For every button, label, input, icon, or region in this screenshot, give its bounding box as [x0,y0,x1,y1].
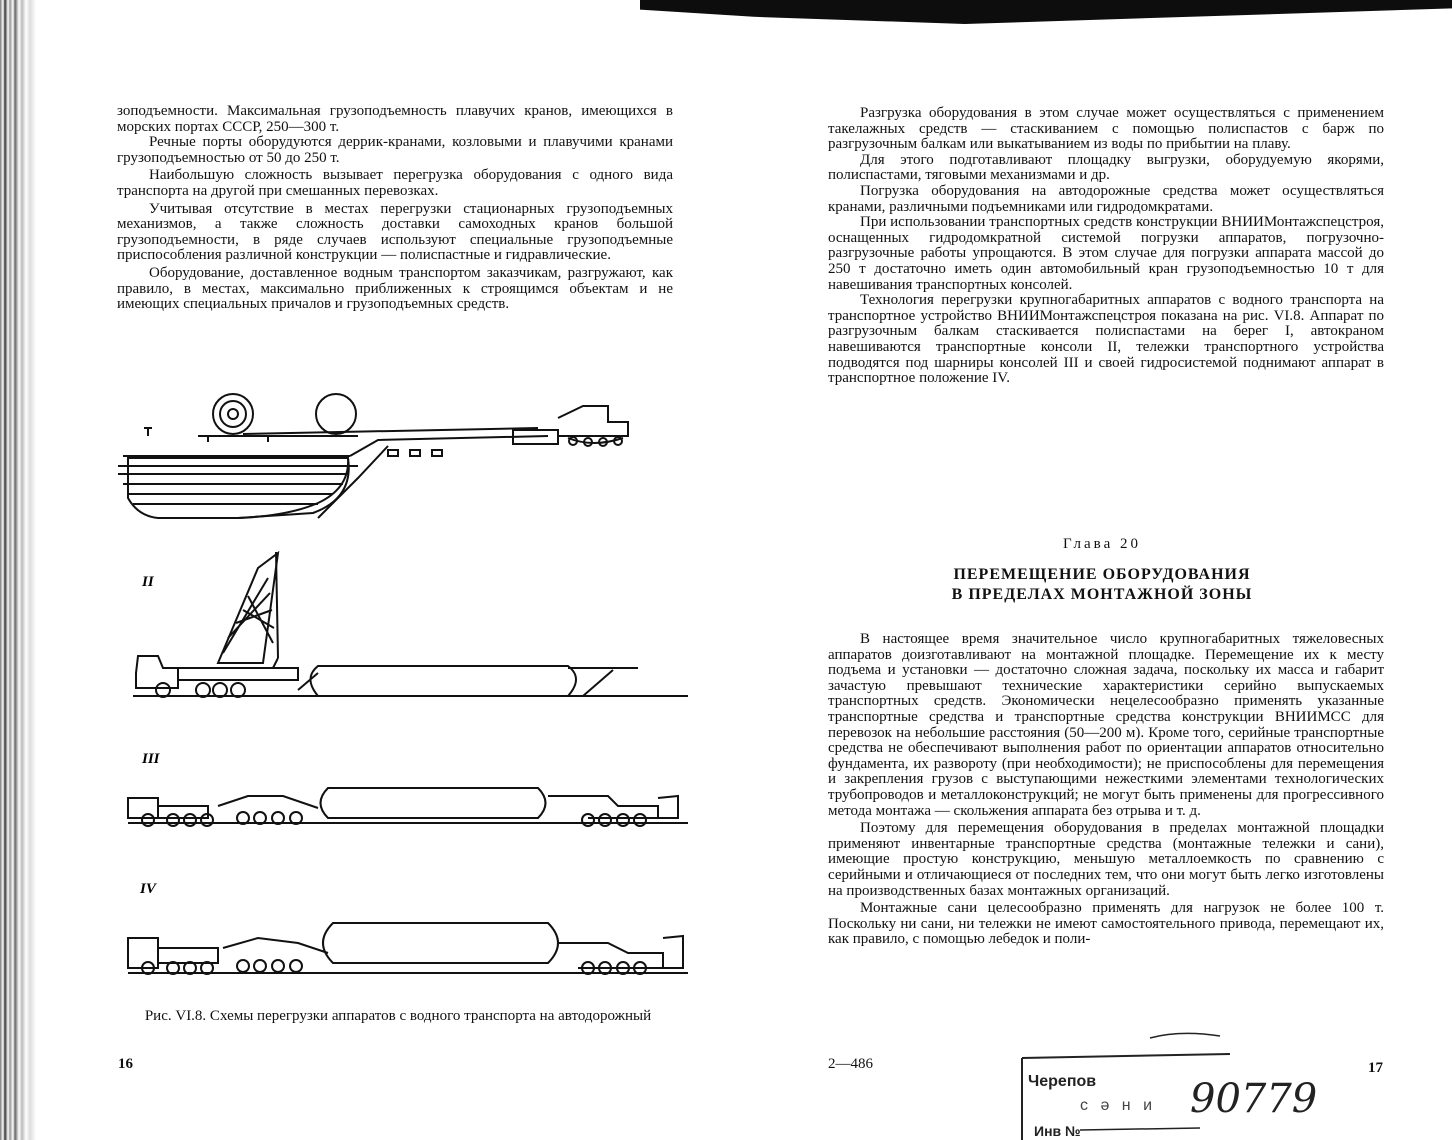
paragraph: Учитывая отсутствие в местах перегрузки стационарных грузоподъемных механизмов, а также сложность доставки самоходных кранов большой грузоподъемности, в ряде случаев используют специальные грузоподъемные приспособления различной конструкции — полиспастные и гидравлические. [117,200,673,264]
chapter-label: Глава 20 [1063,536,1141,552]
label-scheme-3: III [142,751,160,767]
left-page [40,0,730,1140]
scheme-4-transport-position [128,923,688,974]
stamp-line-3: Инв № [1034,1123,1081,1139]
paragraph: Поэтому для перемещения оборудования в пределах монтажной площадки применяют инвентарные транспортные средства (монтажные тележки и сани), имеющие простую конструкцию, меньшую металлоемкость по сравнению с серийными и отличающиеся от последних тем, что они могут быть легко изготовлены на производственных базах монтажных организаций. [828,820,1384,899]
chapter-title-line-2: В ПРЕДЕЛАХ МОНТАЖНОЙ ЗОНЫ [951,586,1253,603]
figure-caption: Рис. VI.8. Схемы перегрузки аппаратов с водного транспорта на автодорожный [144,1008,652,1024]
right-body-text-top [828,106,1384,387]
paragraph: зоподъемности. Максимальная грузоподъемность плавучих кранов, имеющихся в морских портах СССР, 250—300 т. [117,103,673,135]
paragraph: Монтажные сани целесообразно применять для нагрузок не более 100 т. Поскольку ни сани, ни тележки не имеют самостоятельного привода, перемещают их, как правило, с помощью лебедок и поли- [828,900,1384,948]
figure-transfer-schemes [118,378,688,998]
paragraph: Наибольшую сложность вызывает перегрузка оборудования с одного вида транспорта на другой при смешанных перевозках. [117,167,673,199]
chapter-title [832,565,1372,605]
paragraph: Для этого подготавливают площадку выгрузки, оборудуемую якорями, полиспастами, тяговыми механизмами и др. [828,151,1384,184]
paragraph: Технология перегрузки крупногабаритных аппаратов с водного транспорта на транспортное устройство ВНИИМонтажспецстроя показана на рис. VI.8. Аппарат по разгрузочным балкам стаскивается полиспастами на берег I, автокраном навешиваются транспортные консоли II, тележки транспортного устройства подводятся под шарниры консолей III и своей гидросистемой поднимают аппарат в транспортное положение IV. [828,292,1384,387]
right-page [742,0,1452,1140]
stamp-line-2: с ә н и [1080,1097,1157,1114]
stamp-line-1: Черепов [1028,1073,1097,1090]
scheme-2-crane-truck [133,552,688,697]
stamp-handwritten-number: 90779 [1190,1076,1318,1122]
paragraph: Оборудование, доставленное водным транспортом заказчикам, разгружают, как правило, в местах, максимально приближенных к строящимся объектам и не имеющих специальных причалов и грузоподъемных средств. [117,264,673,313]
paragraph: В настоящее время значительное число крупногабаритных тяжеловесных аппаратов доизготавливают на монтажной площадке. Перемещение их к месту подъема и установки — достаточно сложная задача, поскольку их масса и габарит зачастую превышают технические характеристики серийно выпускаемых транспортных средств. Экономически нецелесообразно применять указанные транспортные средства и транспортные средства конструкции ВНИИМСС для перевозок на небольшие расстояния (50—200 м). Кроме того, серийные транспортные средства не обеспечивают выполнения работ по ориентации аппаратов относительно фундамента, их развороту (при необходимости); не приспособлены для перемещения и закрепления грузов с выступающими нежесткими элементами технологических трубопроводов и металлоконструкций; не могут быть применены для прогрессивного метода монтажа — скольжения аппарата без отрыва и т. д. [828,631,1384,819]
paragraph: При использовании транспортных средств конструкции ВНИИМонтажспецстроя, оснащенных гидродомкратной системой погрузки аппаратов, погрузочно-разгрузочные работы упрощаются. В этом случае для погрузки аппарата массой до 250 т достаточно иметь один автомобильный кран грузоподъемностью 10 т для навешивания транспортных консолей. [828,214,1384,293]
label-scheme-4: IV [140,881,156,897]
chapter-title-line-1: ПЕРЕМЕЩЕНИЕ ОБОРУДОВАНИЯ [953,566,1251,583]
book-spine-edge [0,0,40,1140]
paragraph: Речные порты оборудуются деррик-кранами, козловыми и плавучими кранами грузоподъемностью от 50 до 250 т. [117,134,673,166]
page-number-right: 17 [1368,1060,1383,1076]
scheme-1-barge-unloading [118,394,628,518]
right-body-text-bottom [828,632,1384,948]
paragraph: Погрузка оборудования на автодорожные средства может осуществляться кранами, различными подъемниками или гидродомкратами. [828,182,1384,215]
page-number-left: 16 [118,1056,133,1072]
scheme-3-trailers-under-hinges [128,788,688,826]
label-scheme-2: II [142,574,154,590]
signature-mark: 2—486 [828,1056,873,1072]
library-stamp [1020,1028,1330,1140]
paragraph: Разгрузка оборудования в этом случае может осуществляться с применением такелажных средств — стаскиванием с помощью полиспастов с барж по разгрузочным балкам или выкатыванием из воды по прибытии на плаву. [828,105,1384,153]
left-body-text [117,104,673,313]
